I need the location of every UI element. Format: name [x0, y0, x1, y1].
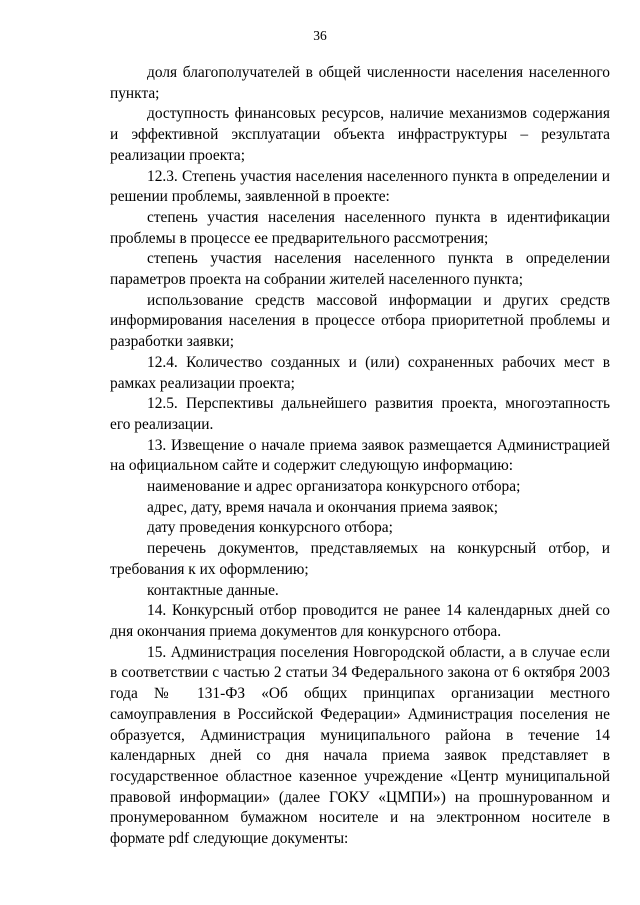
paragraph: наименование и адрес организатора конкурсного отбора; — [147, 478, 521, 496]
paragraph: 13. Извещение о начале приема заявок размещается Администрацией на официальном сайте и содержит следующую информацию: — [110, 436, 610, 475]
paragraph: адрес, дату, время начала и окончания приема заявок; — [147, 498, 498, 516]
paragraph: степень участия населения населенного пункта в определении параметров проекта на собрании жителей населенного пункта; — [110, 250, 610, 289]
paragraph: 15. Администрация поселения Новгородской области, а в случае если в соответствии с частью 2 статьи 34 Федерального закона от 6 октября 2003 года № 131-ФЗ «Об общих принципах организации местного самоуправления в Российской Федерации» Администрация поселения не образуется, Администрация муниципального района в течение 14 календарных дней со дня начала приема заявок представляет в государственное областное казенное учреждение «Центр муниципальной правовой информации» (далее ГОКУ «ЦМПИ») на прошнурованном и пронумерованном бумажном носителе и на электронном носителе в формате pdf следующие документы: — [110, 643, 610, 848]
paragraph: 12.4. Количество созданных и (или) сохраненных рабочих мест в рамках реализации проекта; — [110, 353, 610, 392]
paragraph: степень участия населения населенного пункта в идентификации проблемы в процессе ее предварительного рассмотрения; — [110, 208, 610, 247]
paragraph: перечень документов, представляемых на конкурсный отбор, и требования к их оформлению; — [110, 540, 610, 578]
paragraph: доля благополучателей в общей численности населения населенного пункта; — [110, 64, 610, 102]
paragraph: 12.3. Степень участия населения населенного пункта в определении и решении проблемы, заявленной в проекте: — [110, 167, 610, 206]
paragraph: контактные данные. — [147, 581, 279, 599]
paragraph: использование средств массовой информации и других средств информирования населения в процессе отбора приоритетной проблемы и разработки заявки; — [110, 291, 610, 351]
paragraph: 14. Конкурсный отбор проводится не ранее 14 календарных дней со дня окончания приема документов для конкурсного отбора. — [110, 602, 610, 640]
document-body — [110, 63, 610, 850]
paragraph: 12.5. Перспективы дальнейшего развития проекта, многоэтапность его реализации. — [110, 395, 610, 433]
page-number: 36 — [313, 28, 327, 43]
paragraph: доступность финансовых ресурсов, наличие механизмов содержания и эффективной эксплуатации объекта инфраструктуры – результата реализации проекта; — [110, 105, 610, 164]
paragraph: дату проведения конкурсного отбора; — [147, 519, 393, 537]
